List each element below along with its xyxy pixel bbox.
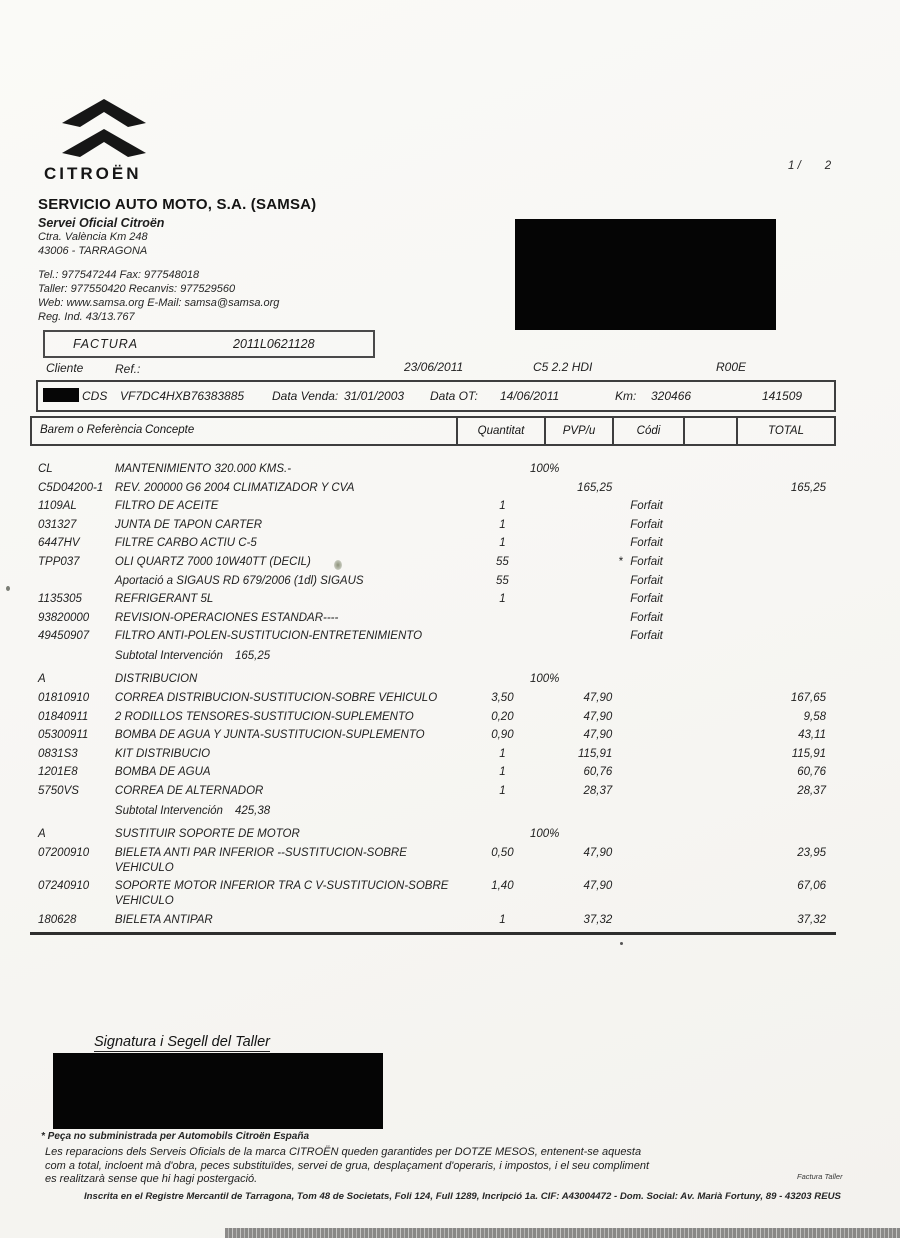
row-ref: 0831S3 [38,747,78,760]
row-concept [115,462,458,477]
row-quantity: 55 [496,574,509,587]
row-concept [115,574,458,589]
row-concept-text: BOMBA DE AGUA Y JUNTA-SUSTITUCION-SUPLEMENTO [114,729,425,742]
version-code: R00E [716,360,747,374]
row-ref: 01840911 [38,710,89,723]
header-ref-concept [32,418,458,444]
row-concept-text: REV. 200000 G6 2004 CLIMATIZADOR Y CVA [114,481,355,494]
row-quantity: 3,50 [491,691,514,704]
sale-date-label: Data Venda: [272,389,339,403]
row-ref: 5750VS [38,784,79,797]
row-unit-price: 28,37 [583,784,613,797]
redacted-customer-info [515,219,776,330]
table-header [30,416,836,446]
row-percent: 100% [530,827,560,840]
row-unit-price: 115,91 [577,747,613,760]
row-total: 167,65 [790,691,827,704]
row-ref: 6447HV [38,537,80,550]
row-concept [115,649,458,664]
km-value: 320466 [651,389,692,403]
row-code [616,536,689,551]
scanner-edge-bar [225,1228,900,1238]
row-subtotal-value: 165,25 [234,650,271,663]
row-total: 67,06 [797,880,827,893]
scan-artifact [620,942,623,945]
row-concept [115,765,458,780]
table-row [30,629,836,644]
row-concept [115,499,458,514]
row-code [616,481,689,496]
row-ref: 1109AL [38,500,77,513]
ref-label: Ref.: [115,362,141,376]
row-concept [115,629,458,644]
row-code [616,784,689,799]
row-quantity: 1 [499,766,506,779]
table-row [30,784,836,799]
table-row [30,804,836,819]
table-row [30,649,836,664]
footnote-star-marker: * [618,555,623,568]
header-blank [685,418,738,444]
row-total: 115,91 [791,747,827,760]
row-concept-text: MANTENIMIENTO 320.000 KMS.- [114,463,292,475]
header-concepte: Concepte [145,424,195,436]
row-concept-text: DISTRIBUCION [114,673,198,686]
row-quantity: 0,20 [491,710,514,723]
row-ref: 49450907 [38,630,90,643]
row-concept [115,784,458,799]
row-code [616,765,689,780]
table-row [30,536,836,551]
table-row [30,555,836,570]
row-code-text: Forfait [630,630,663,643]
row-code-text: Forfait [630,555,663,568]
row-code [616,518,689,533]
row-concept [115,804,458,819]
page-current: 1 / [788,160,801,172]
row-code [616,827,689,842]
row-code [616,804,689,819]
row-concept-text: BIELETA ANTIPAR [114,913,213,926]
header-total: TOTAL [768,425,804,437]
row-concept-line2: VEHICULO [114,895,174,908]
header-quantitat: Quantitat [458,418,546,444]
table-row [30,462,836,477]
row-quantity: 0,50 [491,846,514,859]
row-code-text: Forfait [630,611,663,624]
row-code-text: Forfait [630,537,663,550]
row-ref: TPP037 [38,555,80,568]
scan-artifact [334,560,342,570]
table-row [30,879,836,909]
table-row [30,913,836,928]
warranty-text: Les reparacions dels Serveis Oficials de la marca CITROËN queden garantides per DOTZE MESOS, entenent-se aquesta com a total, incloent mà d'obra, peces substituïdes, servei de grua, desplaçament d'operaris, i impostos, i el seu compliment es realitzarà sense que hi hagi postergació. [45,1146,650,1185]
table-row [30,574,836,589]
row-total: 165,25 [790,481,827,494]
company-reg: Reg. Ind. 43/13.767 [38,311,135,323]
table-row [30,827,836,842]
signature-label: Signatura i Segell del Taller [94,1034,270,1050]
row-code [616,672,689,687]
citroen-logo [44,98,174,184]
row-unit-price: 47,90 [583,691,613,704]
row-concept [115,536,458,551]
row-ref: CL [38,463,53,475]
redacted-plate [43,388,79,402]
plate-suffix: CDS [82,389,108,403]
row-concept [115,481,458,496]
client-label: Cliente [46,361,84,375]
registry-footer: Inscrita en el Registre Mercantil de Tarragona, Tom 48 de Societats, Foli 124, Full 1289, Incripció 1a. CIF: A43004472 - Dom. Social: Av. Marià Fortuny, 89 - 43203 REUS [84,1191,841,1202]
table-row [30,672,836,687]
invoice-number-box [43,330,375,358]
row-unit-price: 47,90 [583,846,613,859]
row-unit-price: 47,90 [583,710,613,723]
row-concept [115,827,458,842]
brand-wordmark: CITROËN [44,164,142,183]
row-concept-text: Subtotal Intervención [114,650,223,663]
company-web: Web: www.samsa.org E-Mail: samsa@samsa.org [38,297,280,309]
row-ref: A [38,673,46,686]
row-concept [115,518,458,533]
row-quantity: 1 [499,913,506,926]
table-row [30,499,836,514]
row-concept [115,691,458,706]
row-percent: 100% [530,463,560,475]
table-row [30,481,836,496]
row-concept-text: BOMBA DE AGUA [114,766,211,779]
row-ref: 031327 [38,518,77,531]
row-code [616,846,689,861]
row-total: 60,76 [797,766,827,779]
row-code [616,629,689,644]
header-pvp: PVP/u [546,418,614,444]
company-block [38,196,316,324]
invoice-number: 2011L0621128 [233,337,315,351]
page-indicator [788,160,831,172]
row-quantity: 55 [496,555,509,568]
row-total: 9,58 [803,710,827,723]
table-row [30,846,836,876]
row-concept [115,710,458,725]
row-concept-text: 2 RODILLOS TENSORES-SUSTITUCION-SUPLEMENTO [114,710,414,723]
row-concept [115,747,458,762]
citroen-chevrons-icon [58,98,150,160]
invoice-date: 23/06/2011 [404,360,464,374]
row-quantity: 1 [499,500,506,513]
row-quantity: 1 [499,537,506,550]
row-code [616,555,689,570]
company-phone-2: Taller: 977550420 Recanvis: 977529560 [38,283,236,295]
row-concept-text: Subtotal Intervención [114,804,223,817]
row-concept [115,592,458,607]
row-concept-text: REVISION-OPERACIONES ESTANDAR---- [114,611,339,624]
ot-date-label: Data OT: [430,389,478,403]
row-unit-price: 37,32 [583,913,613,926]
row-total: 23,95 [797,846,827,859]
row-ref: C5D04200-1 [38,481,104,494]
scan-artifact [6,586,10,591]
row-concept [115,672,458,687]
row-code [616,592,689,607]
row-concept-text: FILTRE CARBO ACTIU C-5 [114,537,257,550]
sale-date: 31/01/2003 [344,389,405,403]
row-concept-text: REFRIGERANT 5L [114,593,214,606]
row-code [616,913,689,928]
row-ref: 07240910 [38,880,90,893]
row-quantity: 1 [499,747,506,760]
row-quantity: 1,40 [491,880,514,893]
row-concept-text: CORREA DE ALTERNADOR [114,784,264,797]
company-subtitle: Servei Oficial Citroën [38,216,165,230]
row-concept-text: BIELETA ANTI PAR INFERIOR --SUSTITUCION-SOBRE [114,846,407,859]
row-concept-text: SOPORTE MOTOR INFERIOR TRA C V-SUSTITUCION-SOBRE [114,880,449,893]
row-unit-price: 60,76 [583,766,613,779]
ot-date: 14/06/2011 [500,389,560,403]
row-ref: 07200910 [38,846,90,859]
row-code [616,462,689,477]
row-ref: 93820000 [38,611,90,624]
km-label: Km: [615,389,637,403]
table-bottom-rule [30,932,836,935]
doc-type-label: Factura Taller [797,1172,843,1181]
vehicle-info-box [36,380,836,412]
row-code-text: Forfait [630,518,663,531]
row-code [616,611,689,626]
redacted-stamp [53,1053,383,1129]
row-code [616,499,689,514]
row-concept-text: CORREA DISTRIBUCION-SUSTITUCION-SOBRE VEHICULO [114,691,438,704]
row-percent: 100% [530,673,560,686]
row-total: 37,32 [797,913,827,926]
row-ref: 1135305 [38,593,82,606]
page-total: 2 [824,160,832,172]
row-concept-text: KIT DISTRIBUCIO [114,747,211,760]
row-quantity: 0,90 [491,729,514,742]
row-concept [115,555,458,570]
row-code [616,747,689,762]
row-ref: 1201E8 [38,766,78,779]
table-row [30,592,836,607]
table-row [30,728,836,743]
header-barem: Barem o Referència [40,424,143,436]
row-concept [115,879,458,909]
row-concept-text: FILTRO DE ACEITE [114,500,219,513]
row-ref: 01810910 [38,691,90,704]
table-row [30,611,836,626]
row-concept-text: SUSTITUIR SOPORTE DE MOTOR [114,827,300,840]
row-concept [115,728,458,743]
row-total: 28,37 [797,784,827,797]
row-code [616,649,689,664]
row-code-text: Forfait [630,500,663,513]
header-codi: Códi [614,418,685,444]
company-address-2: 43006 - TARRAGONA [38,245,148,257]
row-concept-text: Aportació a SIGAUS RD 679/2006 (1dl) SIGAUS [114,574,364,587]
table-row [30,765,836,780]
vin: VF7DC4HXB76383885 [120,389,245,403]
row-concept-line2: VEHICULO [114,861,174,874]
row-concept-text: FILTRO ANTI-POLEN-SUSTITUCION-ENTRETENIMIENTO [114,630,423,643]
row-ref: 180628 [38,913,77,926]
row-concept-text: OLI QUARTZ 7000 10W40TT (DECIL) [114,555,311,568]
parts-footnote: * Peça no subministrada per Automobils Citroën España [41,1131,310,1142]
row-quantity: 1 [499,593,506,606]
row-concept [115,846,458,876]
row-quantity: 1 [499,784,506,797]
row-code-text: Forfait [630,574,663,587]
row-code-text: Forfait [630,593,663,606]
row-subtotal-value: 425,38 [234,804,271,817]
row-code [616,574,689,589]
row-code [616,879,689,894]
invoice-doc-label: FACTURA [73,337,139,351]
row-concept [115,611,458,626]
row-ref: 05300911 [38,729,89,742]
row-ref: A [38,827,46,840]
row-code [616,691,689,706]
company-address-1: Ctra. València Km 248 [38,231,148,243]
row-total: 43,11 [798,729,827,742]
row-concept-text: JUNTA DE TAPON CARTER [114,518,263,531]
row-code [616,710,689,725]
company-phone: Tel.: 977547244 Fax: 977548018 [38,269,200,281]
row-quantity: 1 [499,518,506,531]
table-row [30,518,836,533]
table-row [30,691,836,706]
row-unit-price: 47,90 [583,729,613,742]
row-unit-price: 165,25 [577,481,613,494]
row-concept [115,913,458,928]
row-unit-price: 47,90 [583,880,613,893]
table-row [30,710,836,725]
vehicle-model: C5 2.2 HDI [533,360,593,374]
row-code [616,728,689,743]
company-name: SERVICIO AUTO MOTO, S.A. (SAMSA) [38,196,317,213]
ot-number: 141509 [762,389,803,403]
table-row [30,747,836,762]
line-items [30,454,836,931]
